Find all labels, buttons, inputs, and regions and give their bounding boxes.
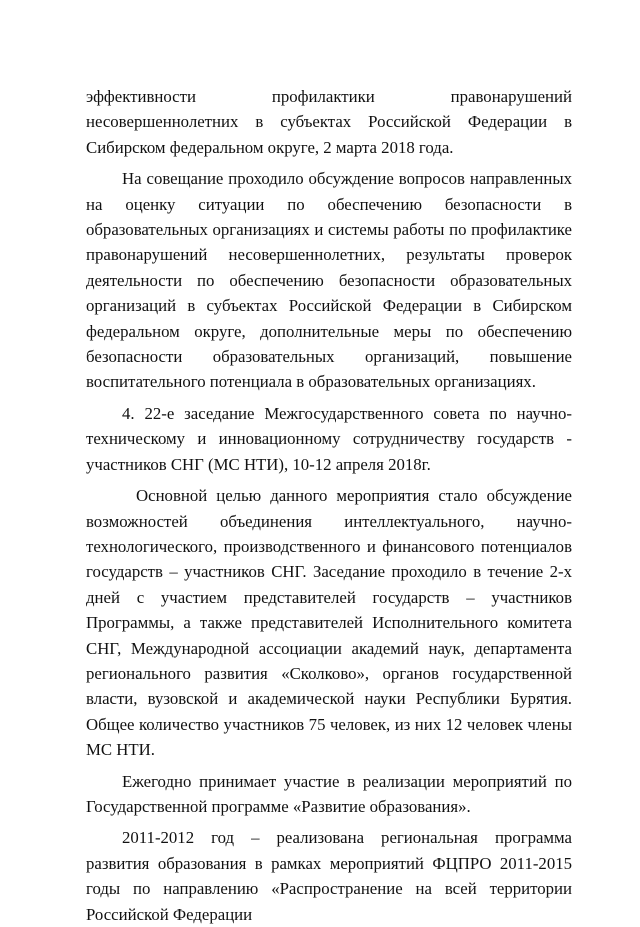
document-page (86, 84, 572, 927)
paragraph-annual-participation: Ежегодно принимает участие в реализации мероприятий по Государственной программе «Развитие образования». (86, 771, 572, 816)
paragraph-item-4-heading: 4. 22-е заседание Межгосударственного совета по научно-техническому и инновационному сотрудничеству государств - участников СНГ (МС НТИ), 10-12 апреля 2018г. (86, 403, 572, 474)
paragraph-meeting-discussion: На совещание проходило обсуждение вопросов направленных на оценку ситуации по обеспечению безопасности в образовательных организациях и системы работы по профилактике правонарушений несовершеннолетних, результаты проверок деятельности по обеспечению безопасности образовательных организаций в субъектах Российской Федерации в Сибирском федеральном округе, дополнительные меры по обеспечению безопасности образовательных организаций, повышение воспитательного потенциала в образовательных организациях. (86, 169, 572, 392)
paragraph-event-goal: Основной целью данного мероприятия стало обсуждение возможностей объединения интеллектуального, научно-технологического, производственного и финансового потенциалов государств – участников СНГ. Заседание проходило в течение 2-х дней с участием представителей государств – участников Программы, а также представителей Исполнительного комитета СНГ, Международной ассоциации академий наук, департамента регионального развития «Сколково», органов государственной власти, вузовской и академической науки Республики Бурятия. Общее количество участников 75 человек, из них 12 человек члены МС НТИ. (86, 486, 572, 760)
paragraph-continuation: эффективности профилактики правонарушений несовершеннолетних в субъектах Российской Федерации в Сибирском федеральном округе, 2 марта 2018 года. (86, 87, 572, 157)
paragraph-regional-program: 2011-2012 год – реализована региональная программа развития образования в рамках мероприятий ФЦПРО 2011-2015 годы по направлению «Распространение на всей территории Российской Федерации (86, 828, 572, 924)
